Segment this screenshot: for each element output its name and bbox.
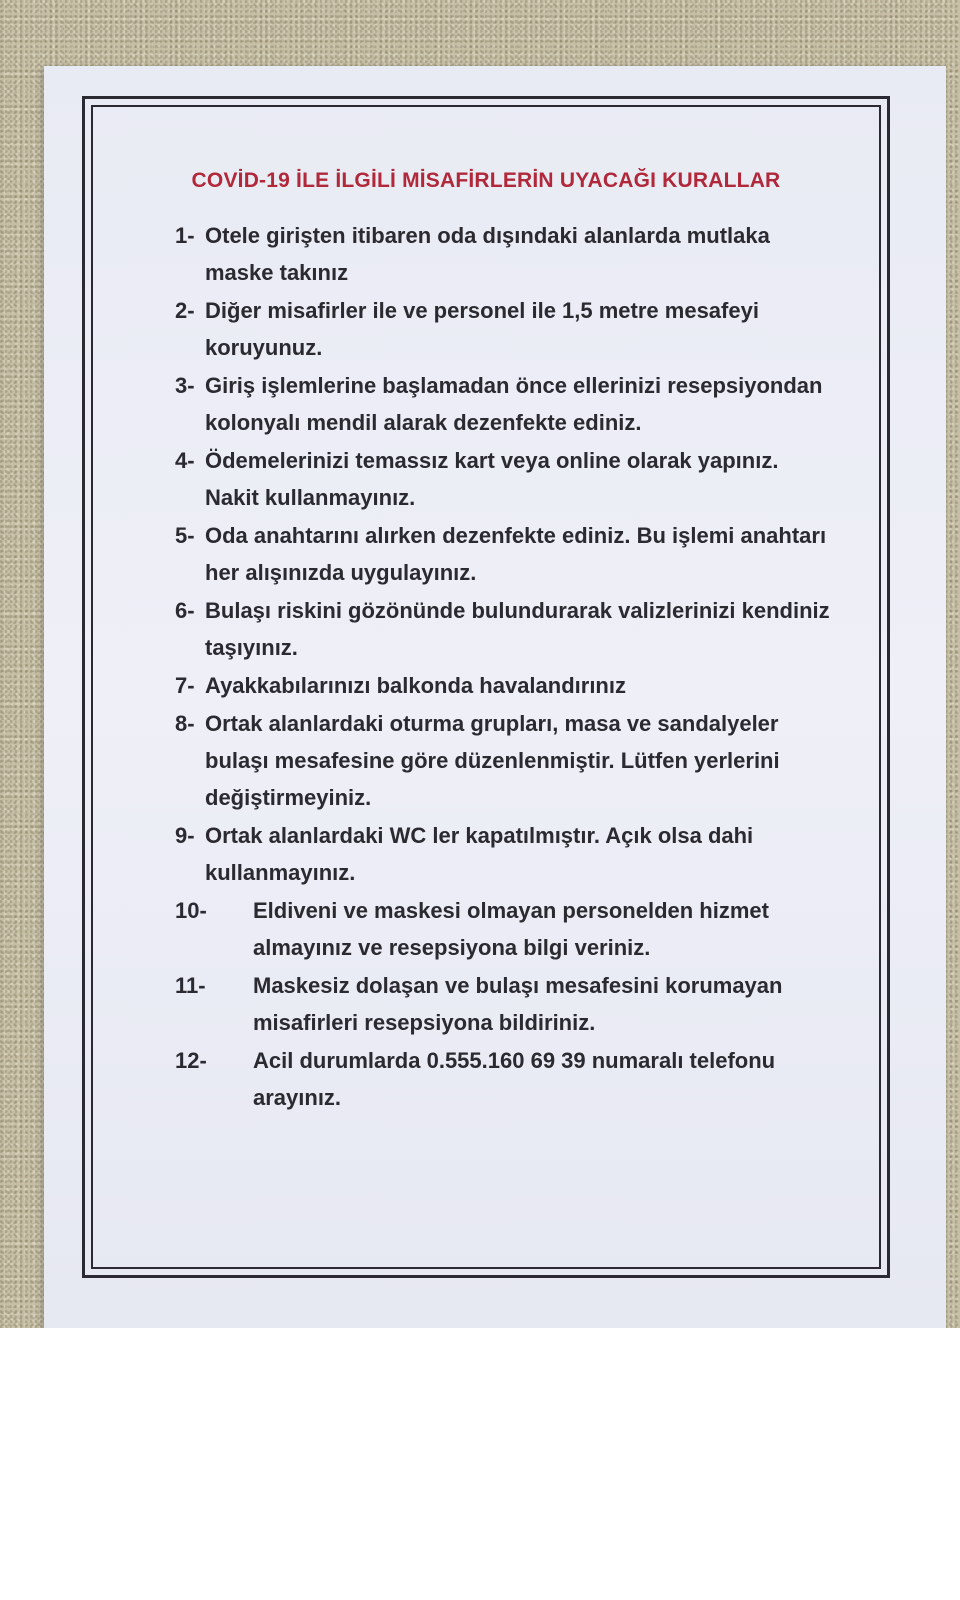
- rule-text: Giriş işlemlerine başlamadan önce ellerinizi resepsiyondan kolonyalı mendil alarak dezenfekte ediniz.: [205, 373, 823, 435]
- rule-text: Oda anahtarını alırken dezenfekte ediniz. Bu işlemi anahtarı her alışınızda uygulayınız.: [205, 523, 827, 585]
- notice-paper: [44, 66, 946, 1328]
- rule-number: 11-: [175, 973, 206, 998]
- rule-text: Ortak alanlardaki oturma grupları, masa ve sandalyeler bulaşı mesafesine göre düzenlenmiştir. Lütfen yerlerini değiştirmeyiniz.: [205, 711, 780, 810]
- rule-text: Otele girişten itibaren oda dışındaki alanlarda mutlaka maske takınız: [205, 223, 770, 285]
- rule-text: Ayakkabılarınızı balkonda havalandırınız: [205, 673, 626, 698]
- rule-text: Diğer misafirler ile ve personel ile 1,5 metre mesafeyi koruyunuz.: [205, 298, 759, 360]
- rule-number: 6-: [175, 598, 195, 623]
- rule-item: [175, 592, 835, 666]
- rule-text: Maskesiz dolaşan ve bulaşı mesafesini korumayan misafirleri resepsiyona bildiriniz.: [253, 973, 783, 1035]
- rule-number: 10-: [175, 898, 207, 923]
- rule-number: 1-: [175, 223, 195, 248]
- rule-text: Ödemelerinizi temassız kart veya online olarak yapınız. Nakit kullanmayınız.: [205, 448, 779, 510]
- rule-number: 4-: [175, 448, 195, 473]
- rule-text: Bulaşı riskini gözönünde bulundurarak valizlerinizi kendiniz taşıyınız.: [205, 598, 830, 660]
- rule-number: 2-: [175, 298, 195, 323]
- rule-number: 7-: [175, 673, 195, 698]
- rule-item: [175, 217, 835, 291]
- rule-text: Ortak alanlardaki WC ler kapatılmıştır. Açık olsa dahi kullanmayınız.: [205, 823, 754, 885]
- notice-title: COVİD-19 İLE İLGİLİ MİSAFİRLERİN UYACAĞI KURALLAR: [191, 169, 781, 192]
- rule-text: Eldiveni ve maskesi olmayan personelden hizmet almayınız ve resepsiyona bilgi veriniz.: [253, 898, 769, 960]
- rules-list: [175, 217, 835, 1117]
- rule-item: [175, 517, 835, 591]
- rule-item: [175, 442, 835, 516]
- rule-number: 8-: [175, 711, 195, 736]
- rule-item: [175, 1042, 835, 1116]
- rule-item: [175, 817, 835, 891]
- rule-number: 3-: [175, 373, 195, 398]
- rule-item: [175, 367, 835, 441]
- rule-number: 9-: [175, 823, 195, 848]
- rule-text: Acil durumlarda 0.555.160 69 39 numaralı telefonu arayınız.: [253, 1048, 776, 1110]
- rule-item: [175, 705, 835, 816]
- notice-frame: [82, 96, 890, 1278]
- rule-item: [175, 967, 835, 1041]
- rule-number: 5-: [175, 523, 195, 548]
- rule-item: [175, 892, 835, 966]
- rule-number: 12-: [175, 1048, 207, 1073]
- rule-item: [175, 667, 835, 704]
- rule-item: [175, 292, 835, 366]
